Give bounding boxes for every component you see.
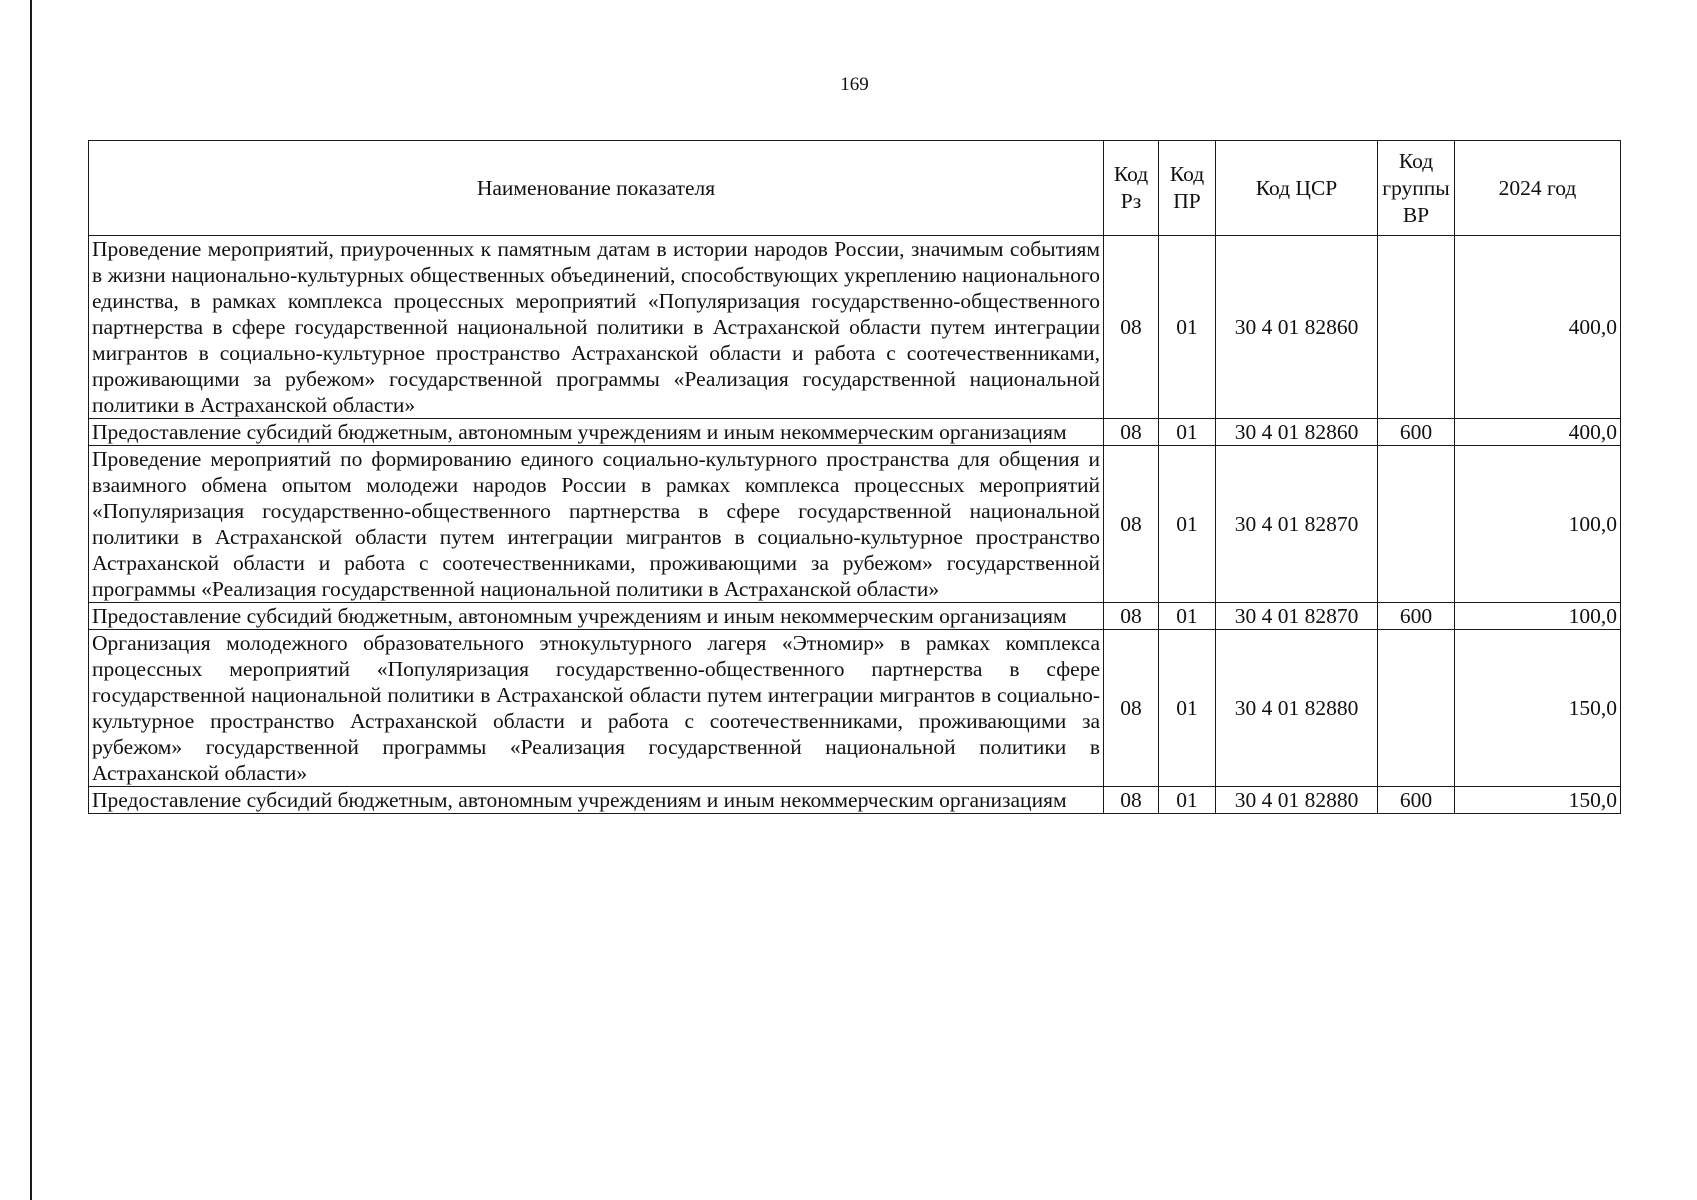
row-pr: 01: [1159, 236, 1216, 419]
row-vr: 600: [1378, 603, 1455, 630]
row-vr: 600: [1378, 419, 1455, 446]
row-rz: 08: [1104, 446, 1159, 603]
budget-table: [88, 140, 1621, 814]
row-csr: 30 4 01 82880: [1216, 630, 1378, 787]
row-rz: 08: [1104, 787, 1159, 814]
row-vr: [1378, 236, 1455, 419]
header-rz: Код Рз: [1104, 141, 1159, 236]
table-row: [89, 446, 1621, 603]
row-pr: 01: [1159, 446, 1216, 603]
row-name: Предоставление субсидий бюджетным, автономным учреждениям и иным некоммерческим организациям: [89, 603, 1104, 630]
header-pr: Код ПР: [1159, 141, 1216, 236]
row-rz: 08: [1104, 236, 1159, 419]
row-amount: 400,0: [1455, 236, 1621, 419]
header-csr: Код ЦСР: [1216, 141, 1378, 236]
header-row: [89, 141, 1621, 236]
row-rz: 08: [1104, 630, 1159, 787]
header-year: 2024 год: [1455, 141, 1621, 236]
row-vr: [1378, 446, 1455, 603]
row-name: Предоставление субсидий бюджетным, автономным учреждениям и иным некоммерческим организациям: [89, 787, 1104, 814]
table-row: [89, 419, 1621, 446]
row-name: Предоставление субсидий бюджетным, автономным учреждениям и иным некоммерческим организациям: [89, 419, 1104, 446]
header-name: Наименование показателя: [89, 141, 1104, 236]
row-amount: 100,0: [1455, 603, 1621, 630]
row-vr: [1378, 630, 1455, 787]
row-csr: 30 4 01 82870: [1216, 446, 1378, 603]
row-csr: 30 4 01 82870: [1216, 603, 1378, 630]
row-amount: 150,0: [1455, 787, 1621, 814]
row-csr: 30 4 01 82860: [1216, 236, 1378, 419]
row-amount: 400,0: [1455, 419, 1621, 446]
table-row: [89, 236, 1621, 419]
page-margin-rule: [30, 0, 32, 1200]
row-pr: 01: [1159, 419, 1216, 446]
row-pr: 01: [1159, 630, 1216, 787]
row-csr: 30 4 01 82860: [1216, 419, 1378, 446]
row-name: Организация молодежного образовательного этнокультурного лагеря «Этномир» в рамках комплекса процессных мероприятий «Популяризация государственно-общественного партнерства в сфере государственной национальной политики в Астраханской области путем интеграции мигрантов в социально-культурное пространство Астраханской области и работа с соотечественниками, проживающими за рубежом» государственной программы «Реализация государственной национальной политики в Астраханской области»: [89, 630, 1104, 787]
row-vr: 600: [1378, 787, 1455, 814]
row-amount: 150,0: [1455, 630, 1621, 787]
row-rz: 08: [1104, 419, 1159, 446]
table-row: [89, 630, 1621, 787]
header-vr: Код группы ВР: [1378, 141, 1455, 236]
row-name: Проведение мероприятий по формированию единого социально-культурного пространства для общения и взаимного обмена опытом молодежи народов России в рамках комплекса процессных мероприятий «Популяризация государственно-общественного партнерства в сфере государственной национальной политики в Астраханской области путем интеграции мигрантов в социально-культурное пространство Астраханской области и работа с соотечественниками, проживающими за рубежом» государственной программы «Реализация государственной национальной политики в Астраханской области»: [89, 446, 1104, 603]
row-rz: 08: [1104, 603, 1159, 630]
page-number: 169: [840, 74, 869, 95]
row-pr: 01: [1159, 787, 1216, 814]
row-csr: 30 4 01 82880: [1216, 787, 1378, 814]
row-pr: 01: [1159, 603, 1216, 630]
row-name: Проведение мероприятий, приуроченных к памятным датам в истории народов России, значимым событиям в жизни национально-культурных общественных объединений, способствующих укреплению национального единства, в рамках комплекса процессных мероприятий «Популяризация государственно-общественного партнерства в сфере государственной национальной политики в Астраханской области путем интеграции мигрантов в социально-культурное пространство Астраханской области и работа с соотечественниками, проживающими за рубежом» государственной программы «Реализация государственной национальной политики в Астраханской области»: [89, 236, 1104, 419]
table-row: [89, 787, 1621, 814]
row-amount: 100,0: [1455, 446, 1621, 603]
table-row: [89, 603, 1621, 630]
